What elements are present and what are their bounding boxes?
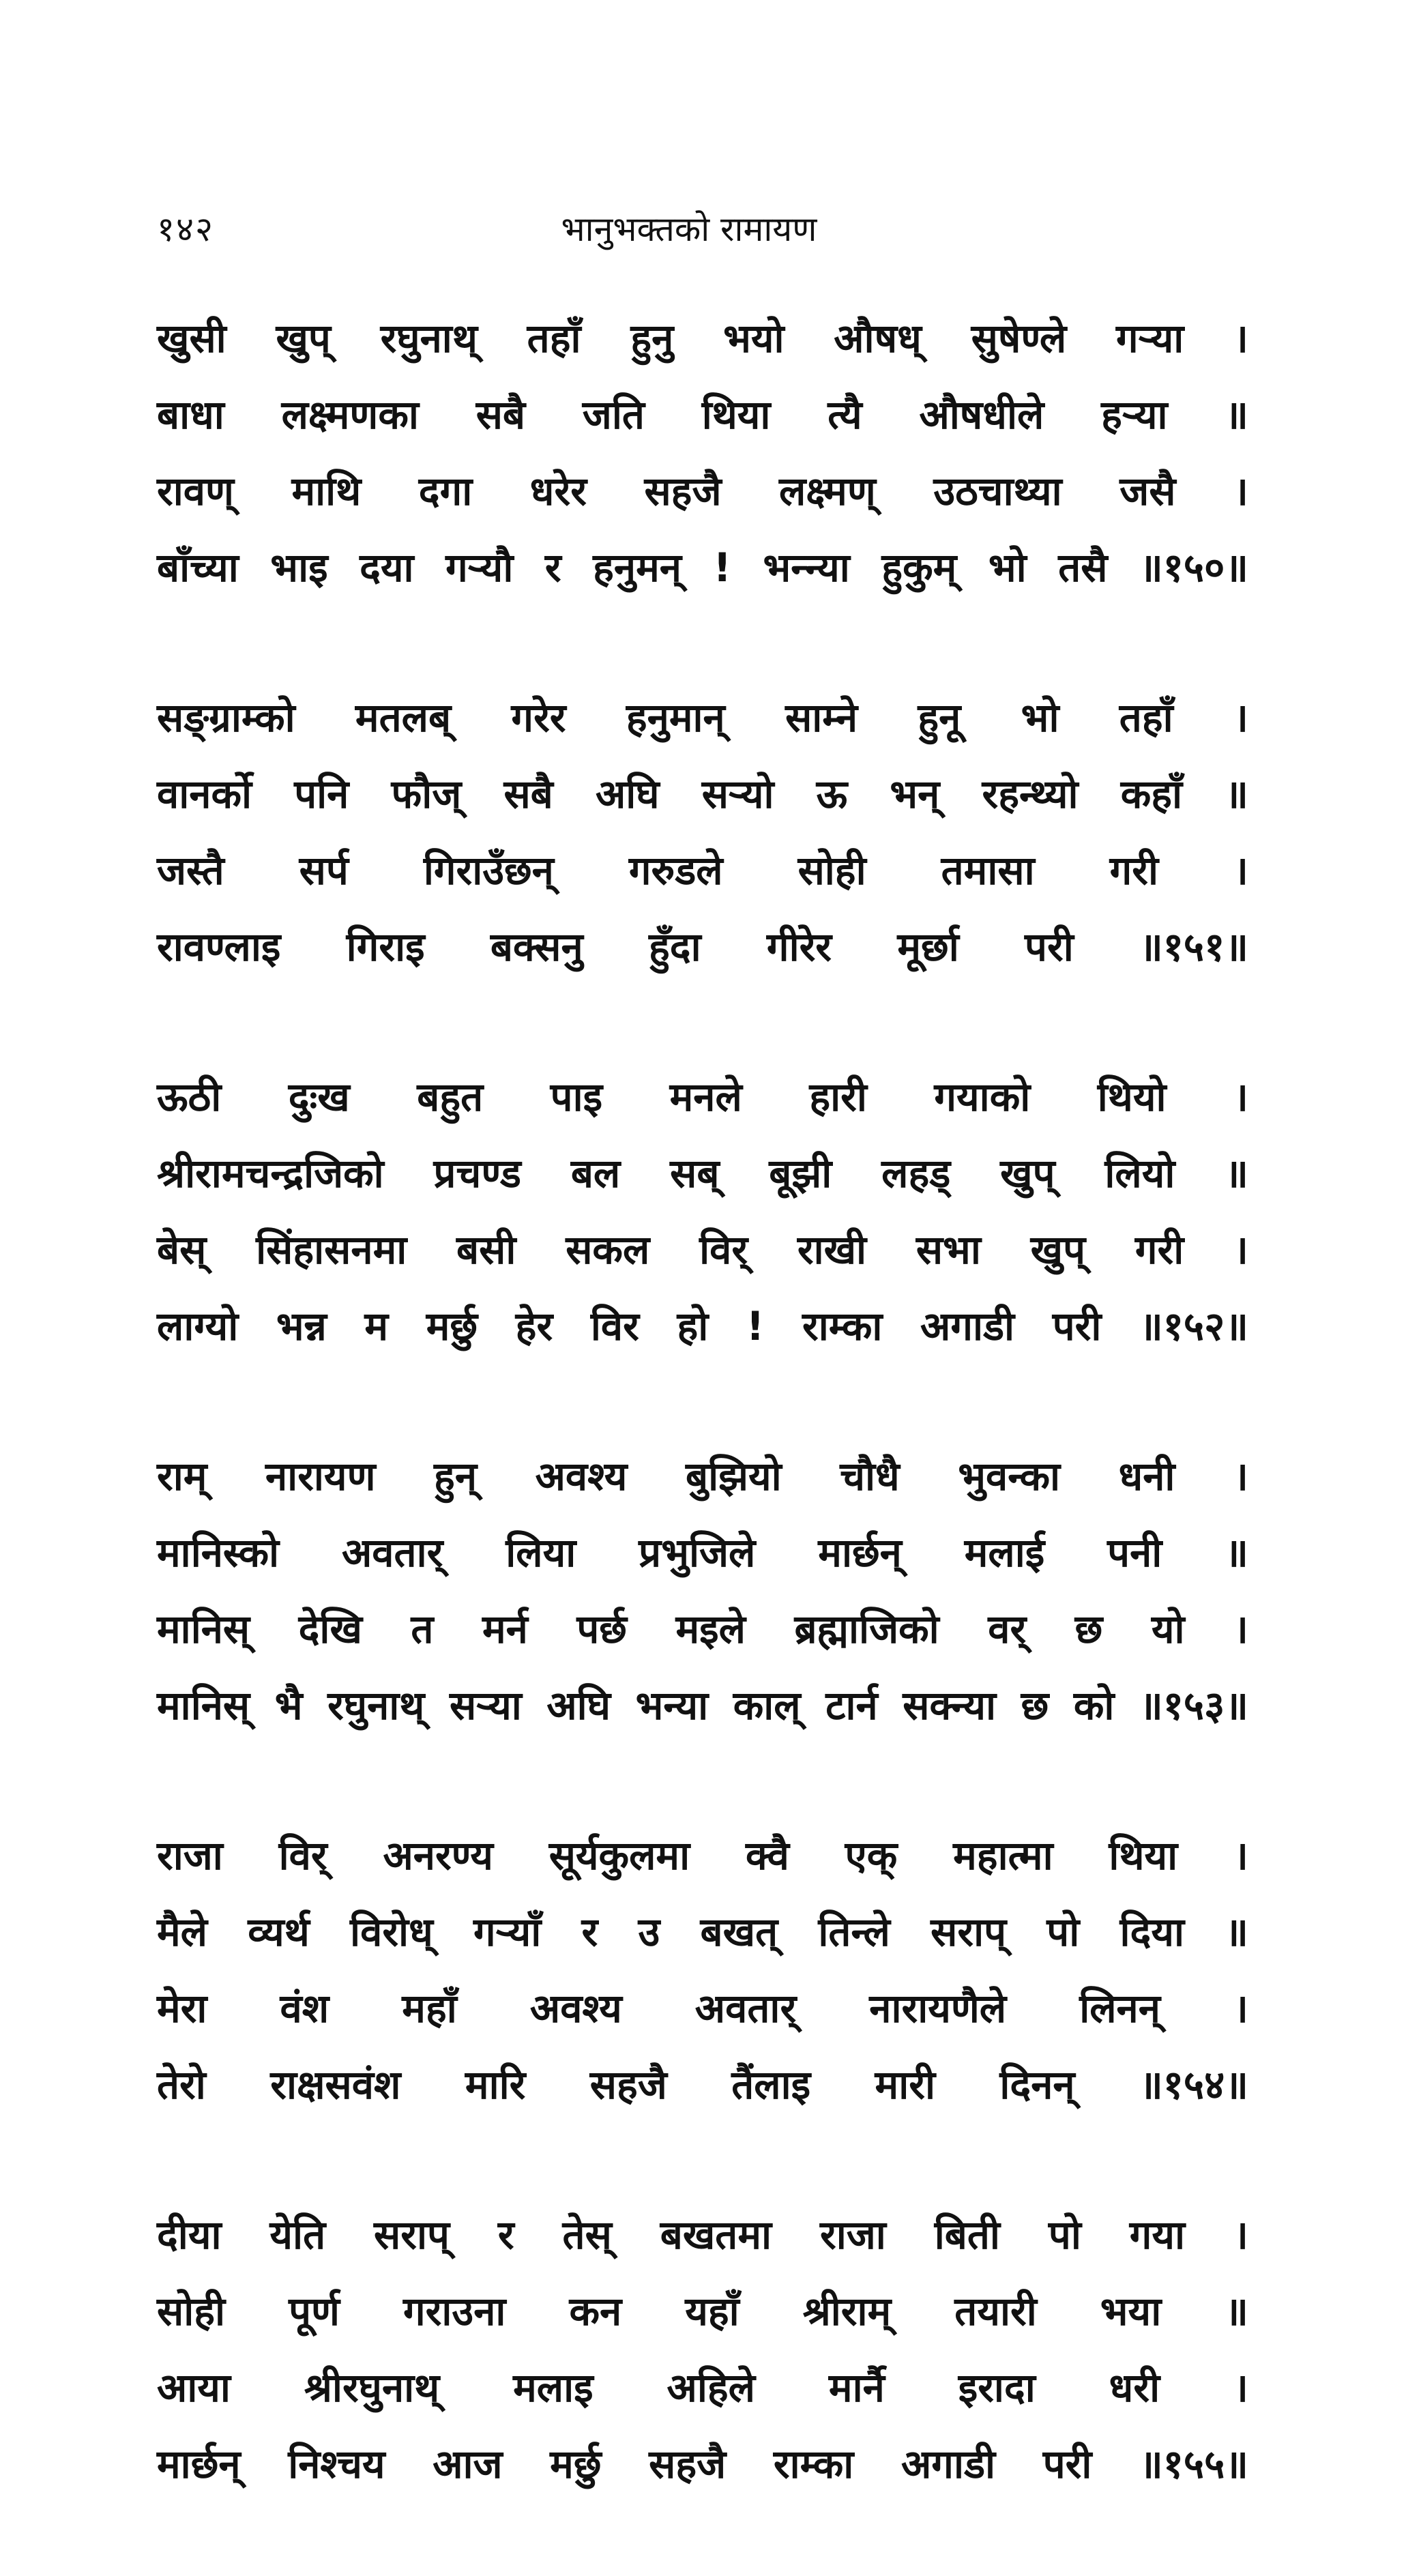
running-title: भानुभक्तको रामायण: [561, 209, 817, 249]
verse-line: राम् नारायण हुन् अवश्य बुझियो चौधै भुवन्का धनी ।: [157, 1453, 1248, 1499]
verse-line: सोही पूर्ण गराउना कन यहाँ श्रीराम् तयारी भया ॥: [157, 2288, 1248, 2334]
page-number: १४२: [157, 209, 214, 249]
verse-line: बेस् सिंहासनमा बसी सकल विर् राखी सभा खुप् गरी ।: [157, 1227, 1248, 1273]
verse-line: ऊठी दुःख बहुत पाइ मनले हारी गयाको थियो ।: [157, 1074, 1248, 1120]
verse-line: मैले व्यर्थ विरोध् गऱ्याँ र उ बखत् तिन्ले सराप् पो दिया ॥: [157, 1909, 1248, 1955]
verse-line: दीया येति सराप् र तेस् बखतमा राजा बिती पो गया ।: [157, 2212, 1248, 2258]
verse-line: लाग्यो भन्न म मर्छु हेर विर हो ! राम्का अगाडी परी ॥१५२॥: [157, 1303, 1248, 1349]
stanza-152: [157, 1059, 1248, 1364]
verse-line: तेरो राक्षसवंश मारि सहजै तैंलाइ मारी दिनन् ॥१५४॥: [157, 2062, 1248, 2108]
verse-line: वानर्को पनि फौज् सबै अघि सऱ्यो ऊ भन् रहन्थ्यो कहाँ ॥: [157, 771, 1248, 817]
verse-line: रावण्लाइ गिराइ बक्सनु हुँदा गीरेर मूर्छा परी ॥१५१॥: [157, 924, 1248, 970]
stanza-151: [157, 679, 1248, 985]
verse-line: बाधा लक्ष्मणका सबै जति थिया त्यै औषधीले हऱ्या ॥: [157, 392, 1248, 438]
stanza-150: [157, 300, 1248, 606]
verse-line: मार्छन् निश्चय आज मर्छु सहजै राम्का अगाडी परी ॥१५५॥: [157, 2441, 1248, 2487]
verse-line: श्रीरामचन्द्रजिको प्रचण्ड बल सब् बूझी लहड् खुप् लियो ॥: [157, 1150, 1248, 1197]
verse-line: रावण् माथि दगा धरेर सहजै लक्ष्मण् उठचाथ्या जसै ।: [157, 468, 1248, 514]
verse-line: आया श्रीरघुनाथ् मलाइ अहिले मार्नै इरादा धरी ।: [157, 2365, 1248, 2411]
stanza-153: [157, 1438, 1248, 1744]
stanza-155: [157, 2197, 1248, 2502]
verse-line: मेरा वंश महाँ अवश्य अवतार् नारायणैले लिनन् ।: [157, 1985, 1248, 2032]
verse-line: राजा विर् अनरण्य सूर्यकुलमा क्वै एक् महात्मा थिया ।: [157, 1832, 1248, 1879]
verse-line: मानिस् देखि त मर्न पर्छ मइले ब्रह्माजिको वर् छ यो ।: [157, 1606, 1248, 1652]
verse-line: खुसी खुप् रघुनाथ् तहाँ हुनु भयो औषध् सुषेण्ले गऱ्या ।: [157, 315, 1248, 362]
verse-line: बाँच्या भाइ दया गऱ्यौ र हनुमन् ! भन्न्या हुकुम् भो तसै ॥१५०॥: [157, 544, 1248, 591]
stanza-154: [157, 1817, 1248, 2123]
verse-line: सङ्ग्राम्को मतलब् गरेर हनुमान् साम्ने हुनू भो तहाँ ।: [157, 694, 1248, 741]
page-header: [157, 205, 1221, 266]
verse-body: [157, 300, 1248, 2576]
verse-line: मानिस्को अवतार् लिया प्रभुजिले मार्छन् मलाई पनी ॥: [157, 1530, 1248, 1576]
verse-line: जस्तै सर्प गिराउँछन् गरुडले सोही तमासा गरी ।: [157, 847, 1248, 894]
verse-line: मानिस् भै रघुनाथ् सऱ्या अघि भन्या काल् टार्न सक्न्या छ को ॥१५३॥: [157, 1682, 1248, 1729]
